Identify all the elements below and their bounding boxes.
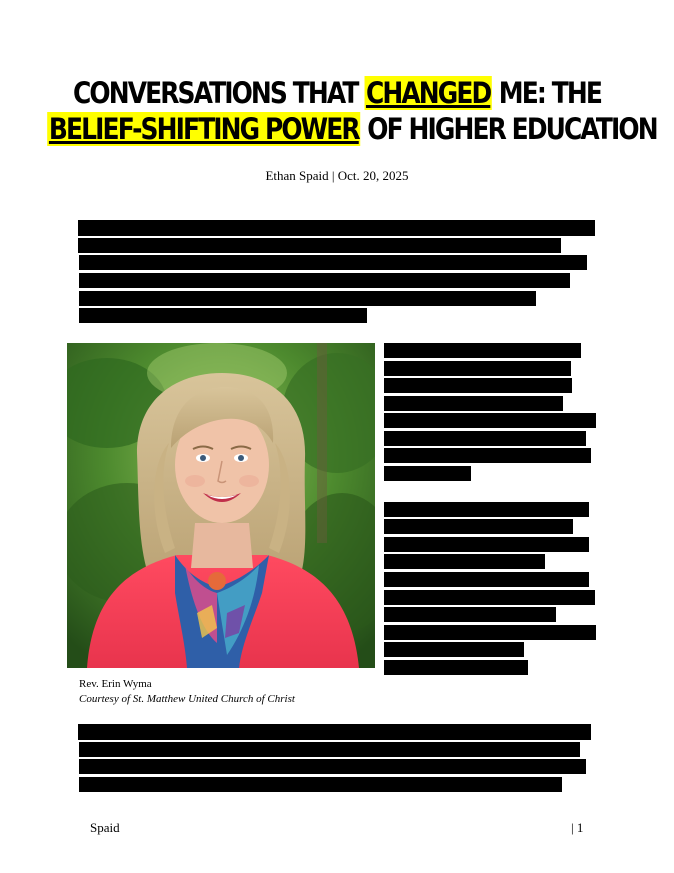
redaction-bar [384, 660, 528, 675]
redaction-bar [384, 343, 581, 358]
byline: Ethan Spaid | Oct. 20, 2025 [265, 168, 409, 183]
redaction-bar [79, 255, 587, 270]
redaction-bar [384, 431, 586, 446]
headline-highlight: CHANGED [365, 76, 491, 110]
headline-text: ME: THE [492, 76, 602, 110]
redaction-bar [79, 273, 570, 288]
redaction-bar [384, 590, 595, 605]
redaction-bar [384, 502, 589, 517]
redaction-bar [384, 361, 571, 376]
redaction-bar [79, 742, 580, 757]
redaction-bar [384, 537, 589, 552]
redaction-bar [78, 220, 595, 236]
headline-line-2 [47, 110, 657, 148]
photo-caption-credit: Courtesy of St. Matthew United Church of Christ [79, 693, 295, 705]
headline-highlight: BELIEF-SHIFTING POWER [48, 112, 359, 146]
redaction-bar [79, 291, 536, 306]
redaction-bar [384, 625, 596, 640]
photo-caption-name: Rev. Erin Wyma [79, 678, 152, 690]
headline-text: CONVERSATIONS THAT [72, 76, 365, 110]
redaction-bar [384, 378, 572, 393]
redaction-bar [78, 724, 591, 740]
redaction-bar [79, 759, 586, 774]
redaction-bar [384, 466, 471, 481]
redaction-bar [384, 607, 556, 622]
portrait-photo [67, 343, 375, 668]
redaction-bar [79, 308, 367, 323]
redaction-bar [384, 396, 563, 411]
redaction-bar [384, 413, 596, 428]
page-number: | 1 [571, 820, 584, 835]
redaction-bar [384, 572, 589, 587]
headline-line-1 [47, 74, 627, 112]
footer-author: Spaid [90, 820, 120, 835]
redaction-bar [384, 448, 591, 463]
redaction-bar [384, 554, 545, 569]
redaction-bar [384, 519, 573, 534]
redaction-bar [78, 238, 561, 253]
headline-text: OF HIGHER EDUCATION [360, 112, 657, 146]
redaction-bar [79, 777, 562, 792]
redaction-bar [384, 642, 524, 657]
